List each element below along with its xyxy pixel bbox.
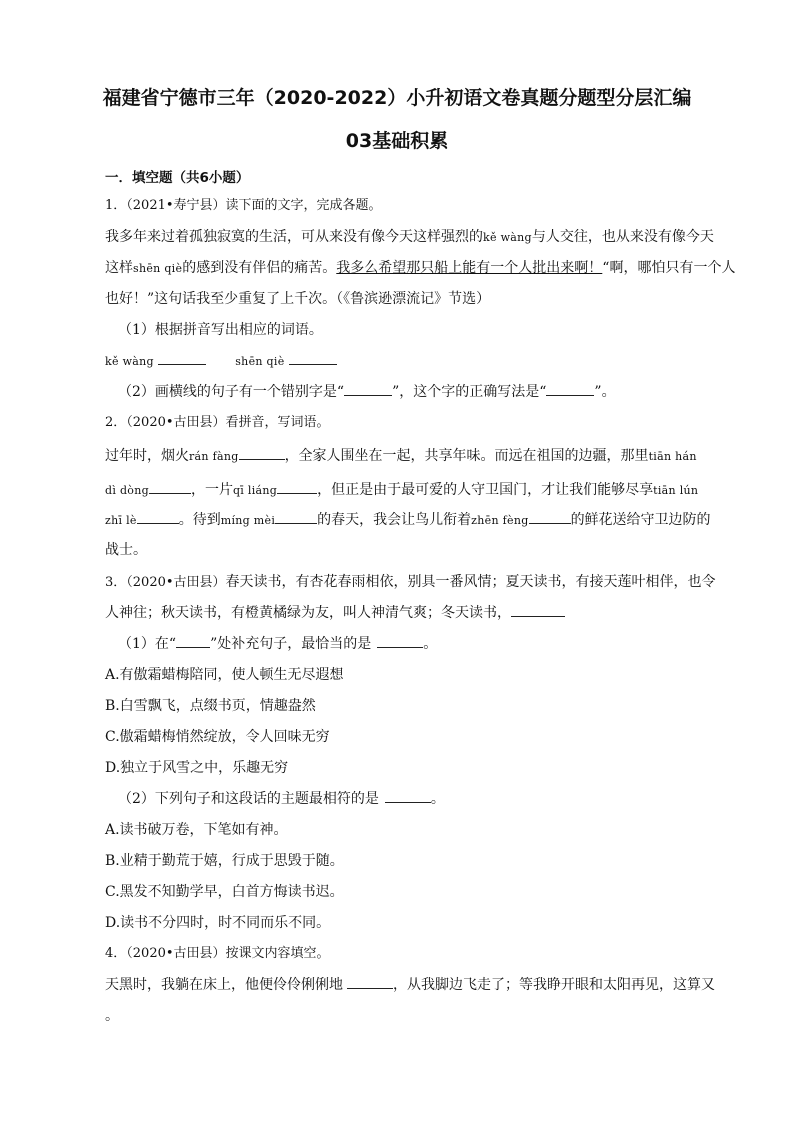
question-2-header: 2．（2020•古田县）看拼音，写词语。 <box>105 415 330 430</box>
question-4-line-2: 。 <box>105 1008 119 1024</box>
option-a: A.读书破万卷，下笔如有神。 <box>105 822 288 838</box>
underlined-sentence: 我多么希望那只船上能有一个人批出来啊！ <box>336 260 603 276</box>
answer-blank[interactable] <box>137 510 179 524</box>
question-1-sub-1: （1）根据拼音写出相应的词语。 <box>118 322 323 338</box>
answer-blank[interactable] <box>511 603 565 617</box>
document-title: 福建省宁德市三年（2020-2022）小升初语文卷真题分题型分层汇编 <box>102 87 692 109</box>
answer-blank[interactable] <box>347 975 393 989</box>
answer-blank[interactable] <box>377 634 423 648</box>
answer-blank[interactable] <box>176 634 210 648</box>
question-3-header: 3．（2020•古田县）春天读书，有杏花春雨相依，别具一番风情；夏天读书，有接天莲叶相伴，也令 <box>105 574 716 590</box>
question-3-sub-1: （1）在“ ”处补充句子，最恰当的是 。 <box>118 636 438 652</box>
question-1-pinyin-row: kě wàng shēn qiè <box>105 351 337 372</box>
answer-blank[interactable] <box>158 351 206 365</box>
answer-blank[interactable] <box>385 789 431 803</box>
option-d: D.独立于风雪之中，乐趣无穷 <box>105 760 289 776</box>
section-heading: 一．填空题（共6小题） <box>105 170 250 186</box>
option-d: D.读书不分四时，时不同而乐不同。 <box>105 915 331 931</box>
question-2-line-4: 战士。 <box>105 542 147 558</box>
option-c: C.黑发不知勤学早，白首方悔读书迟。 <box>105 884 344 900</box>
answer-blank[interactable] <box>239 446 285 460</box>
answer-blank[interactable] <box>289 351 337 365</box>
option-b: B.业精于勤荒于嬉，行成于思毁于随。 <box>105 853 344 869</box>
question-3-sub-2: （2）下列句子和这段话的主题最相符的是 。 <box>118 791 445 807</box>
answer-blank[interactable] <box>546 382 594 396</box>
question-1-header: 1．（2021•寿宁县）读下面的文字，完成各题。 <box>105 198 382 213</box>
question-3-line-2: 人神往；秋天读书，有橙黄橘绿为友，叫人神清气爽；冬天读书， <box>105 603 565 623</box>
question-4-line-1: 天黑时，我躺在床上，他便伶伶俐俐地 ，从我脚边飞走了；等我睁开眼和太阳再见，这算又 <box>105 977 715 993</box>
pinyin: kě wàng <box>483 231 532 244</box>
answer-blank[interactable] <box>149 480 191 494</box>
question-1-passage-line-1: 我多年来过着孤独寂寞的生活，可从来没有像今天这样强烈的kě wàng与人交往，也从来没有像今天 <box>105 229 714 245</box>
question-2-line-2: dì dòng ，一片qī liáng ，但正是由于最可爱的人守卫国门，才让我们能够尽享tiān lún <box>105 482 699 498</box>
answer-blank[interactable] <box>275 510 317 524</box>
option-b: B.白雪飘飞，点缀书页，情趣盎然 <box>105 698 316 714</box>
option-c: C.傲霜蜡梅悄然绽放，令人回味无穷 <box>105 729 330 745</box>
question-2-line-3: zhī lè 。待到míng mèi 的春天，我会让鸟儿衔着zhēn fèng 的鲜花送给守卫边防的 <box>105 512 711 528</box>
question-4-header: 4．（2020•古田县）按课文内容填空。 <box>105 946 330 961</box>
document-subtitle: 03基础积累 <box>345 130 449 152</box>
question-1-sub-2: （2）画横线的句子有一个错别字是“ ”，这个字的正确写法是“ ”。 <box>118 384 616 400</box>
pinyin: shēn qiè <box>133 262 183 275</box>
question-1-passage-line-3: 也好！”这句话我至少重复了上千次。（《鲁滨逊漂流记》节选） <box>105 291 491 307</box>
question-1-passage-line-2: 这样shēn qiè的感到没有伴侣的痛苦。我多么希望那只船上能有一个人批出来啊！“啊，哪怕只有一个人 <box>105 260 736 276</box>
answer-blank[interactable] <box>529 510 571 524</box>
question-2-line-1: 过年时，烟火rán fàng ，全家人围坐在一起，共享年味。而远在祖国的边疆，那里tiān hán <box>105 448 697 464</box>
answer-blank[interactable] <box>277 480 317 494</box>
option-a: A.有傲霜蜡梅陪同，使人顿生无尽遐想 <box>105 667 344 683</box>
answer-blank[interactable] <box>344 382 392 396</box>
